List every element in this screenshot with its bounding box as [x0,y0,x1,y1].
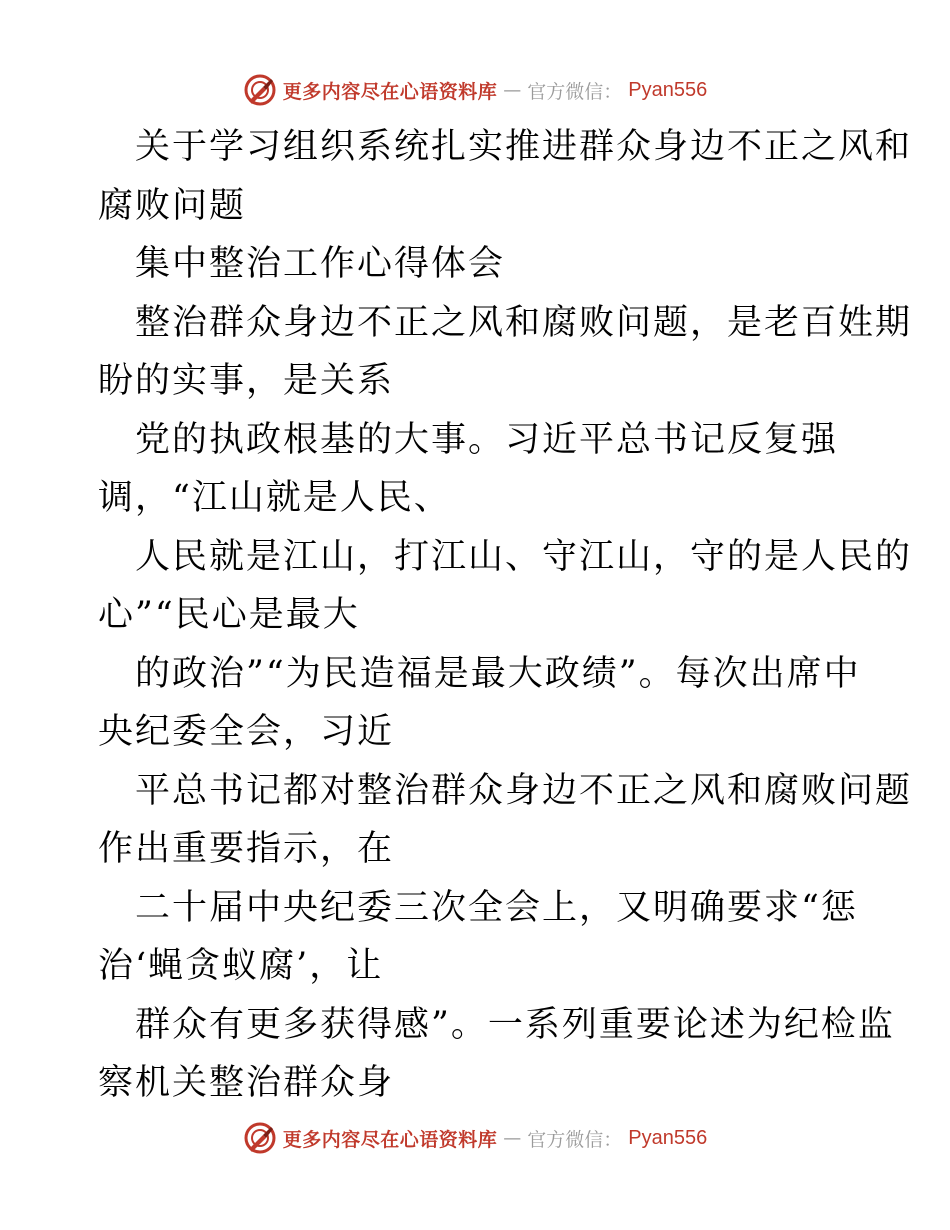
header-separator: — [503,79,522,101]
header-brand-text: 更多内容尽在心语资料库 [282,80,498,103]
body-line: 整治群众身边不正之风和腐败问题，是老百姓期 [135,302,913,343]
body-line: 群众有更多获得感”。一系列重要论述为纪检监 [135,1004,895,1045]
footer-wechat-label: 官方微信： [527,1128,623,1151]
footer-brand-text: 更多内容尽在心语资料库 [282,1128,498,1151]
subtitle-line: 集中整治工作心得体会 [135,244,506,284]
header-wechat-label: 官方微信： [527,80,623,103]
footer-wechat-account: Pyan556 [628,1126,708,1149]
body-line: 治‘蝇贪蚁腐’，让 [98,946,384,986]
header-banner [0,70,950,110]
brand-logo-icon [243,73,277,107]
body-line: 二十届中央纪委三次全会上，又明确要求“惩 [135,887,858,928]
body-line: 平总书记都对整治群众身边不正之风和腐败问题 [135,770,913,811]
brand-logo-icon [243,1121,277,1155]
header-wechat-account: Pyan556 [628,78,708,101]
document-body [98,118,913,1113]
body-line: 心”“民心是最大 [98,595,360,635]
body-line: 察机关整治群众身 [98,1063,395,1103]
footer-banner [0,1118,950,1158]
body-line: 的政治”“为民造福是最大政绩”。每次出席中 [135,653,861,694]
body-line: 党的执政根基的大事。习近平总书记反复强 [135,419,839,460]
title-line-2: 腐败问题 [98,185,247,226]
body-line: 调，“江山就是人民、 [98,478,451,518]
title-line-1: 关于学习组织系统扎实推进群众身边不正之风和 [135,127,913,167]
body-line: 央纪委全会，习近 [98,712,395,752]
body-line: 盼的实事，是关系 [98,361,395,401]
body-line: 作出重要指示，在 [98,829,395,869]
footer-separator: — [503,1127,522,1149]
body-line: 人民就是江山，打江山、守江山，守的是人民的 [135,536,913,577]
